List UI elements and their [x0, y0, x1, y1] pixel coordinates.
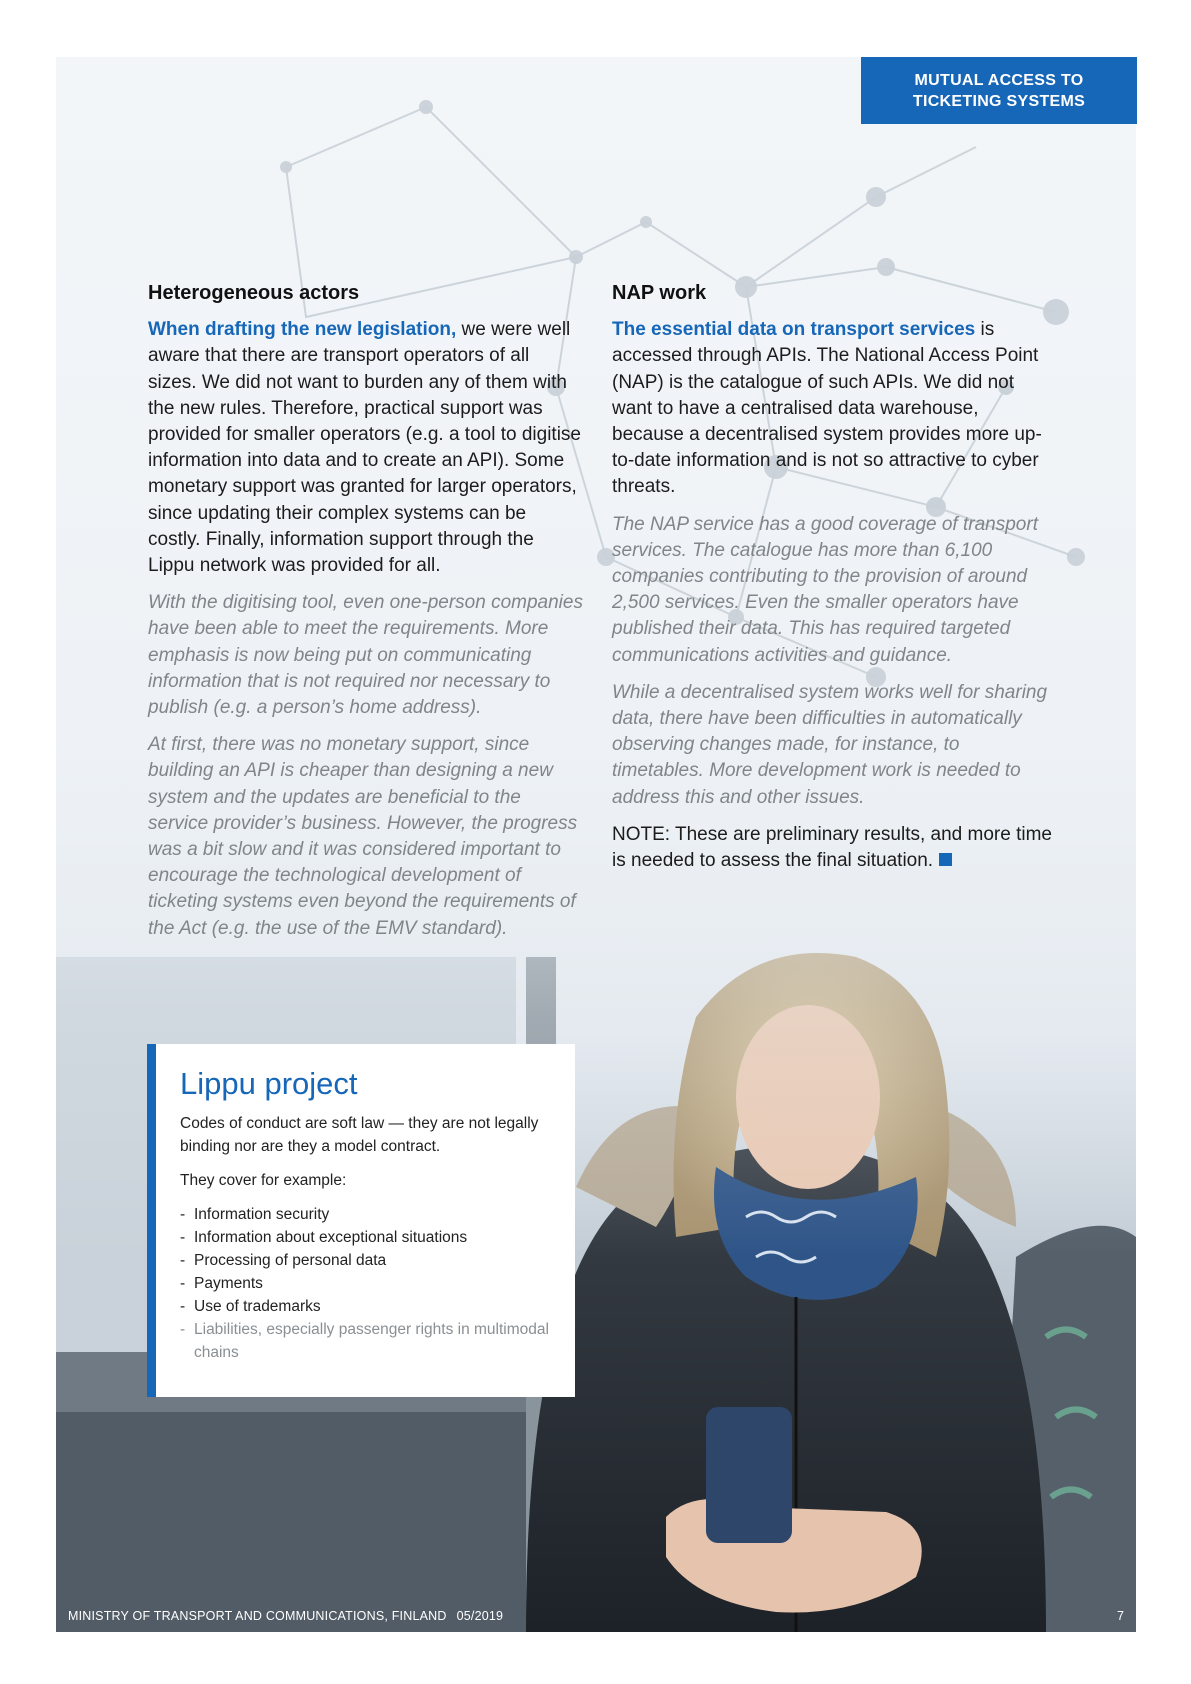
footer-date: 05/2019: [456, 1609, 504, 1623]
list-item: - Use of trademarks: [180, 1295, 555, 1318]
list-item: - Liabilities, especially passenger rights in multimodal chains: [180, 1318, 555, 1364]
right-lead: The essential data on transport services: [612, 319, 976, 341]
section-tag: [861, 57, 1137, 124]
heading-heterogeneous-actors: Heterogeneous actors: [148, 282, 360, 304]
left-quote-1: With the digitising tool, even one-person companies have been able to meet the requirements. More emphasis is now being put on communicating information that is not required nor necessary to publish (e.g. a person’s home address).: [148, 592, 583, 719]
left-quote-2: At first, there was no monetary support, since building an API is cheaper than designing a new system and the updates are beneficial to the service provider’s business. However, the progress was a bit slow and it was considered important to encourage the technological development of ticketing systems even beyond the requirements of the Act (e.g. the use of the EMV standard).: [148, 734, 578, 939]
footer: [68, 1609, 503, 1623]
heading-nap-work: NAP work: [612, 282, 707, 304]
section-tag-line1: MUTUAL ACCESS TO: [914, 71, 1084, 89]
list-item: - Processing of personal data: [180, 1249, 555, 1272]
window-sill: [56, 1412, 536, 1632]
right-body-paragraph: [612, 317, 1052, 500]
note-paragraph: [612, 822, 1052, 874]
list-item: - Information about exceptional situations: [180, 1226, 555, 1249]
right-quote-2: While a decentralised system works well for sharing data, there have been difficulties in automatically observing changes made, for instance, to timetables. More development work is needed to address this and other issues.: [612, 681, 1048, 808]
lippu-project-box: [147, 1044, 575, 1397]
lippu-title: Lippu project: [180, 1066, 358, 1101]
left-body-paragraph: [148, 317, 583, 579]
note-text: NOTE: These are preliminary results, and more time is needed to assess the final situation.: [612, 823, 1052, 872]
end-square-icon: [939, 853, 952, 866]
right-body: is accessed through APIs. The National Access Point (NAP) is the catalogue of such APIs. We did not want to have a centralised data warehouse, because a decentralised system provides more up-to-date information and is not so attractive to cyber threats.: [612, 319, 1042, 498]
lippu-cover-intro: They cover for example:: [180, 1172, 347, 1189]
lippu-intro: Codes of conduct are soft law — they are not legally binding nor are they a model contract.: [180, 1115, 539, 1155]
list-item: - Payments: [180, 1272, 555, 1295]
left-lead: When drafting the new legislation,: [148, 319, 457, 341]
right-quote-1: The NAP service has a good coverage of transport services. The catalogue has more than 6,100 companies contributing to the provision of around 2,500 services. Even the smaller operators have published their data. This has required targeted communications activities and guidance.: [612, 513, 1038, 666]
left-body: we were well aware that there are transport operators of all sizes. We did not want to burden any of them with the new rules. Therefore, practical support was provided for smaller operators (e.g. a tool to digitise information into data and to create an API). Some monetary support was granted for larger operators, since updating their complex systems can be costly. Finally, information support through the Lippu network was provided for all.: [148, 319, 581, 577]
page-number: 7: [1117, 1609, 1124, 1623]
right-column: [612, 280, 1052, 885]
phone: [706, 1407, 792, 1543]
lippu-list: [180, 1203, 555, 1364]
left-column: [148, 280, 583, 953]
footer-publisher: MINISTRY OF TRANSPORT AND COMMUNICATIONS, FINLAND: [68, 1609, 447, 1623]
list-item: - Information security: [180, 1203, 555, 1226]
section-tag-line2: TICKETING SYSTEMS: [912, 92, 1086, 110]
